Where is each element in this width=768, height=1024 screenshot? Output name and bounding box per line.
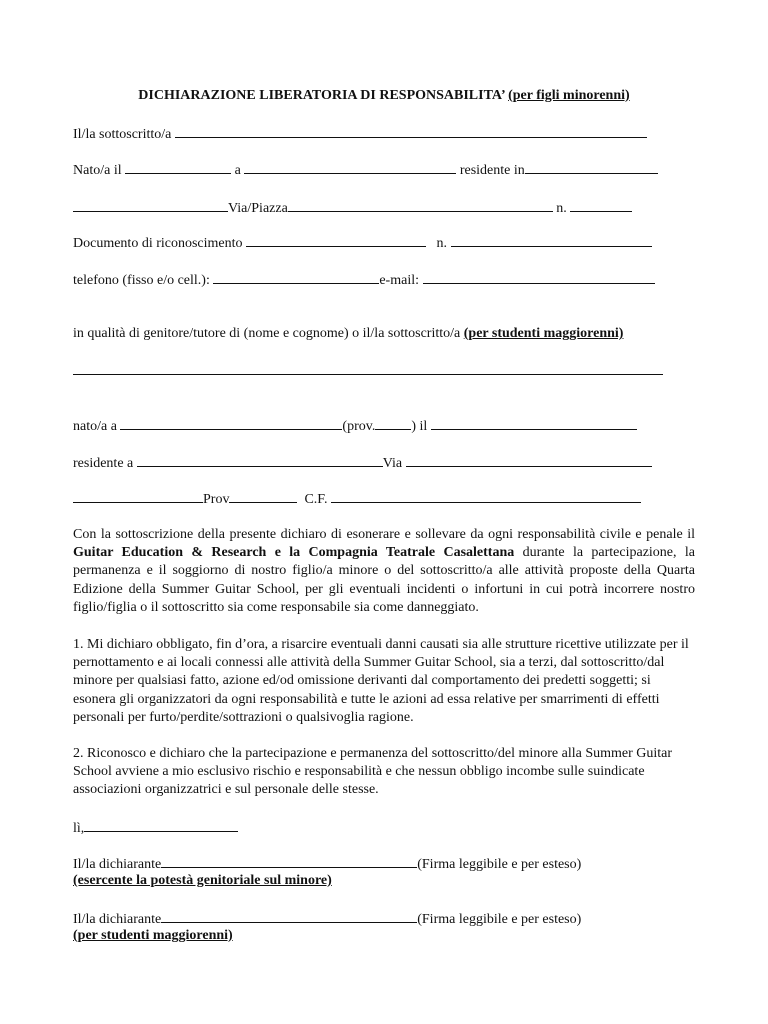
release-text-a: Con la sottoscrizione della presente dichiaro di esonerare e sollevare da ogni responsabilità civile e penale il — [73, 527, 695, 542]
title-main: DICHIARAZIONE LIBERATORIA DI RESPONSABILITA’ — [138, 88, 505, 103]
field-place-date[interactable] — [84, 818, 238, 832]
label-place: lì, — [73, 821, 85, 836]
field-birth-date[interactable] — [125, 160, 231, 174]
field-minor-address-extra[interactable] — [73, 489, 203, 503]
label-prov-close: ) il — [411, 419, 428, 434]
label-nato-a: nato/a a — [73, 419, 117, 434]
label-qualita: in qualità di genitore/tutore di (nome e cognome) o il/la sottoscritto/a — [73, 326, 461, 341]
field-email[interactable] — [423, 270, 655, 284]
label-email: e-mail: — [379, 273, 419, 288]
field-residence-city[interactable] — [525, 160, 658, 174]
note-signature-2: (per studenti maggiorenni) — [73, 928, 233, 943]
row-signature-1 — [73, 854, 581, 874]
label-firma-1: (Firma leggibile e per esteso) — [417, 857, 582, 872]
label-via-piazza: Via/Piazza — [228, 201, 288, 216]
field-signature-1[interactable] — [161, 854, 417, 868]
note-signature-1: (esercente la potestà genitoriale sul minore) — [73, 873, 332, 888]
field-minor-birth-place[interactable] — [120, 416, 342, 430]
row-minor-residence — [73, 453, 652, 473]
field-signature-2[interactable] — [161, 909, 417, 923]
label-dichiarante-1: Il/la dichiarante — [73, 857, 162, 872]
title-subtitle: (per figli minorenni) — [508, 88, 630, 103]
paragraph-release — [73, 526, 695, 617]
row-address — [73, 198, 632, 218]
label-qualita-bold: (per studenti maggiorenni) — [463, 326, 624, 341]
field-minor-birth-prov[interactable] — [375, 416, 411, 430]
paragraph-clause-2: 2. Riconosco e dichiaro che la partecipazione e permanenza del sottoscritto/del minore alla Summer Guitar School avviene a mio esclusivo rischio e responsabilità e che nessun obbligo incombe sulle suindicate associazioni organizzatrici e sul personale delle stesse. — [73, 746, 673, 798]
label-telefono: telefono (fisso e/o cell.): — [73, 273, 210, 288]
row-signature-2 — [73, 909, 581, 929]
label-prov2: Prov — [203, 492, 230, 507]
label-residente-a: residente a — [73, 456, 134, 471]
label-n2: n. — [436, 236, 448, 251]
label-residente-in: residente in — [459, 163, 525, 178]
row-document — [73, 233, 652, 253]
row-contacts — [73, 270, 655, 290]
row-minor-birth — [73, 416, 637, 436]
document-title — [0, 88, 768, 104]
release-organizers: Guitar Education & Research e la Compagnia Teatrale Casalettana — [73, 545, 515, 561]
label-documento: Documento di riconoscimento — [73, 236, 243, 251]
field-minor-street[interactable] — [406, 453, 652, 467]
release-text-b: durante la partecipazione, la permanenza e il soggiorno di nostro figlio/a minore o del sottoscritto/a alle attività proposte della Quarta Edizione della Summer Guitar School, per gli eventuali incidenti o infortuni in cui potrà incorrere nostro figlio/figlia o il sottoscritto sia come responsabile sia come danneggiato. — [73, 545, 695, 615]
row-minor-cf — [73, 489, 641, 509]
field-address-prefix[interactable] — [73, 198, 228, 212]
paragraph-clause-1: 1. Mi dichiaro obbligato, fin d’ora, a risarcire eventuali danni causati sia alle strutture ricettive utilizzate per il pernottamento e ai locali connessi alle attività della Summer Guitar School, sia a terzi, dal sottoscritto/dal minore per qualsiasi fatto, azione ed/od omissione derivanti dal comportamento dei predetti soggetti; si esonera gli organizzatori da ogni responsabilità e tutte le azioni ad essa relative per smarrimenti di effetti personali per furto/perdite/sottrazioni o qualsivoglia ragione. — [73, 637, 689, 725]
label-prov-open: (prov. — [342, 419, 376, 434]
row-qualita — [73, 325, 623, 343]
row-birth — [73, 160, 658, 180]
field-minor-birth-date[interactable] — [431, 416, 637, 430]
label-via: Via — [382, 456, 403, 471]
label-sottoscritto: Il/la sottoscritto/a — [73, 127, 172, 142]
field-sottoscritto-name[interactable] — [175, 124, 647, 138]
field-minor-cf[interactable] — [331, 489, 641, 503]
row-sottoscritto — [73, 124, 647, 144]
field-minor-residence-city[interactable] — [137, 453, 383, 467]
field-minor-prov[interactable] — [229, 489, 297, 503]
field-street-number[interactable] — [570, 198, 632, 212]
field-street[interactable] — [288, 198, 553, 212]
field-minor-name[interactable] — [73, 374, 663, 375]
field-document-type[interactable] — [246, 233, 426, 247]
label-firma-2: (Firma leggibile e per esteso) — [417, 912, 582, 927]
label-dichiarante-2: Il/la dichiarante — [73, 912, 162, 927]
label-nato-il: Nato/a il — [73, 163, 122, 178]
label-a: a — [234, 163, 241, 178]
field-phone[interactable] — [213, 270, 379, 284]
label-cf: C.F. — [304, 492, 328, 507]
label-n: n. — [556, 201, 567, 216]
field-document-number[interactable] — [451, 233, 652, 247]
field-birth-place[interactable] — [244, 160, 456, 174]
row-place — [73, 818, 238, 838]
